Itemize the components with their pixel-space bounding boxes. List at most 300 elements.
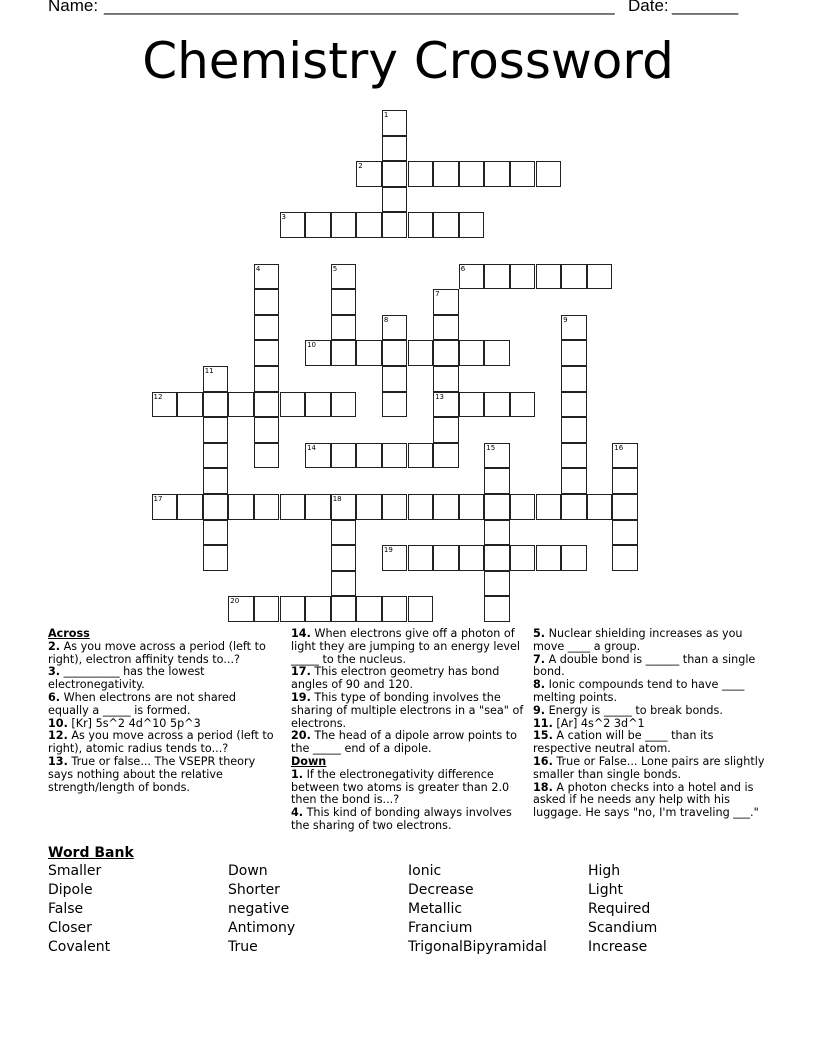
grid-cell[interactable]: [484, 443, 510, 469]
cell-input[interactable]: [383, 597, 407, 621]
cell-input[interactable]: [255, 597, 279, 621]
cell-input[interactable]: [588, 495, 612, 519]
word-bank-item: Metallic: [408, 901, 463, 917]
cell-input[interactable]: [204, 546, 228, 570]
grid-cell[interactable]: [408, 212, 434, 238]
page-title: Chemistry Crossword: [142, 32, 674, 90]
cell-input[interactable]: [204, 418, 228, 442]
grid-cell[interactable]: [612, 545, 638, 571]
cell-input[interactable]: [485, 597, 509, 621]
cell-input[interactable]: [255, 290, 279, 314]
clue-down-4: 4. This kind of bonding always involves the sharing of two electrons.: [291, 806, 512, 832]
cell-input[interactable]: [588, 265, 612, 289]
cell-input[interactable]: [434, 418, 458, 442]
cell-input[interactable]: [537, 162, 561, 186]
grid-cell[interactable]: [433, 315, 459, 341]
grid-cell[interactable]: [484, 161, 510, 187]
cell-input[interactable]: [613, 444, 637, 468]
grid-cell[interactable]: [228, 596, 254, 622]
cell-input[interactable]: [204, 469, 228, 493]
clue-down-7: 7. A double bond is ______ than a single bond.: [533, 652, 756, 679]
cell-input[interactable]: [255, 495, 279, 519]
cell-input[interactable]: [153, 495, 177, 519]
cell-input[interactable]: [562, 367, 586, 391]
clues-column-1: [48, 628, 280, 794]
grid-cell[interactable]: [484, 468, 510, 494]
cell-input[interactable]: [281, 213, 305, 237]
grid-cell[interactable]: [587, 494, 613, 520]
cell-input[interactable]: [485, 495, 509, 519]
grid-cell[interactable]: [203, 520, 229, 546]
cell-input[interactable]: [485, 265, 509, 289]
cell-input[interactable]: [485, 162, 509, 186]
grid-cell[interactable]: [382, 212, 408, 238]
grid-cell[interactable]: [408, 545, 434, 571]
grid-cell[interactable]: [254, 264, 280, 290]
grid-cell[interactable]: [433, 366, 459, 392]
cell-input[interactable]: [332, 290, 356, 314]
grid-cell[interactable]: [484, 545, 510, 571]
grid-cell[interactable]: [510, 392, 536, 418]
cell-input[interactable]: [409, 546, 433, 570]
grid-cell[interactable]: [433, 494, 459, 520]
grid-cell[interactable]: [382, 110, 408, 136]
grid-cell[interactable]: [331, 264, 357, 290]
cell-input[interactable]: [409, 495, 433, 519]
grid-cell[interactable]: [331, 289, 357, 315]
grid-cell[interactable]: [152, 494, 178, 520]
grid-cell[interactable]: [305, 340, 331, 366]
grid-cell[interactable]: [561, 417, 587, 443]
word-bank-item: Covalent: [48, 939, 111, 955]
grid-cell[interactable]: [510, 494, 536, 520]
clue-number: 13: [435, 392, 445, 401]
grid-cell[interactable]: [203, 392, 229, 418]
grid-cell[interactable]: [203, 468, 229, 494]
cell-input[interactable]: [562, 418, 586, 442]
cell-input[interactable]: [229, 597, 253, 621]
grid-cell[interactable]: [280, 212, 306, 238]
grid-cell[interactable]: [382, 494, 408, 520]
grid-cell[interactable]: [536, 161, 562, 187]
cell-input[interactable]: [562, 393, 586, 417]
cell-input[interactable]: [434, 341, 458, 365]
word-bank-item: Increase: [588, 939, 648, 955]
grid-cell[interactable]: [459, 392, 485, 418]
word-bank-item: Required: [588, 901, 651, 917]
cell-input[interactable]: [229, 495, 253, 519]
grid-cell[interactable]: [408, 494, 434, 520]
cell-input[interactable]: [511, 265, 535, 289]
cell-input[interactable]: [383, 495, 407, 519]
clue-down-5: 5. Nuclear shielding increases as you move ____ a group.: [533, 627, 743, 653]
down-heading: Down: [291, 754, 327, 768]
cell-input[interactable]: [332, 213, 356, 237]
cell-input[interactable]: [383, 162, 407, 186]
cell-input[interactable]: [485, 444, 509, 468]
grid-cell[interactable]: [203, 494, 229, 520]
grid-cell[interactable]: [561, 340, 587, 366]
cell-input[interactable]: [332, 341, 356, 365]
grid-cell[interactable]: [254, 366, 280, 392]
grid-cell[interactable]: [356, 596, 382, 622]
clues-column-2: [291, 628, 527, 833]
clue-down-18: 18. A photon checks into a hotel and is asked if he needs any help with his luggage. He says "no, I'm traveling ___.": [533, 780, 759, 820]
grid-cell[interactable]: [203, 443, 229, 469]
cell-input[interactable]: [255, 341, 279, 365]
cell-input[interactable]: [434, 546, 458, 570]
cell-input[interactable]: [613, 495, 637, 519]
grid-cell[interactable]: [254, 417, 280, 443]
word-bank-item: Antimony: [228, 920, 296, 936]
grid-cell[interactable]: [382, 366, 408, 392]
grid-cell[interactable]: [356, 161, 382, 187]
grid-cell[interactable]: [305, 392, 331, 418]
grid-cell[interactable]: [612, 468, 638, 494]
cell-input[interactable]: [357, 444, 381, 468]
grid-cell[interactable]: [152, 392, 178, 418]
grid-cell[interactable]: [305, 212, 331, 238]
grid-cell[interactable]: [331, 520, 357, 546]
cell-input[interactable]: [434, 367, 458, 391]
cell-input[interactable]: [409, 597, 433, 621]
grid-cell[interactable]: [305, 443, 331, 469]
cell-input[interactable]: [613, 546, 637, 570]
cell-input[interactable]: [255, 418, 279, 442]
clue-across-13: 13. True or false... The VSEPR theory says nothing about the relative strength/length of bonds.: [48, 754, 256, 794]
cell-input[interactable]: [460, 265, 484, 289]
clue-across-2: 2. As you move across a period (left to right), electron affinity tends to...?: [48, 639, 266, 666]
cell-input[interactable]: [409, 162, 433, 186]
word-bank-title: Word Bank: [48, 845, 134, 861]
grid-cell[interactable]: [177, 494, 203, 520]
cell-input[interactable]: [537, 265, 561, 289]
grid-cell[interactable]: [331, 340, 357, 366]
cell-input[interactable]: [357, 162, 381, 186]
grid-cell[interactable]: [433, 161, 459, 187]
grid-cell[interactable]: [382, 136, 408, 162]
cell-input[interactable]: [332, 521, 356, 545]
clue-across-14: 14. When electrons give off a photon of light they are jumping to an energy level _____ to the nucleus.: [291, 627, 521, 666]
clue-number: 3: [281, 213, 286, 222]
cell-input[interactable]: [383, 316, 407, 340]
grid-cell[interactable]: [612, 494, 638, 520]
cell-input[interactable]: [357, 597, 381, 621]
clue-number: 11: [204, 367, 214, 375]
cell-input[interactable]: [306, 597, 330, 621]
cell-input[interactable]: [383, 393, 407, 417]
grid-cell[interactable]: [331, 392, 357, 418]
grid-cell[interactable]: [433, 289, 459, 315]
clue-down-9: 9. Energy is _____ to break bonds.: [533, 703, 723, 717]
grid-cell[interactable]: [561, 443, 587, 469]
word-bank-item: True: [228, 939, 258, 955]
cell-input[interactable]: [204, 393, 228, 417]
grid-cell[interactable]: [408, 443, 434, 469]
grid-cell[interactable]: [280, 392, 306, 418]
cell-input[interactable]: [332, 444, 356, 468]
grid-cell[interactable]: [228, 392, 254, 418]
cell-input[interactable]: [460, 393, 484, 417]
cell-input[interactable]: [511, 393, 535, 417]
cell-input[interactable]: [281, 495, 305, 519]
cell-input[interactable]: [485, 341, 509, 365]
grid-cell[interactable]: [484, 596, 510, 622]
cell-input[interactable]: [178, 393, 202, 417]
grid-cell[interactable]: [305, 494, 331, 520]
cell-input[interactable]: [306, 213, 330, 237]
cell-input[interactable]: [562, 341, 586, 365]
grid-cell[interactable]: [433, 340, 459, 366]
grid-cell[interactable]: [459, 545, 485, 571]
grid-cell[interactable]: [561, 366, 587, 392]
cell-input[interactable]: [562, 495, 586, 519]
grid-cell[interactable]: [561, 264, 587, 290]
cell-input[interactable]: [229, 393, 253, 417]
grid-cell[interactable]: [356, 340, 382, 366]
cell-input[interactable]: [332, 393, 356, 417]
grid-cell[interactable]: [561, 315, 587, 341]
cell-input[interactable]: [460, 546, 484, 570]
cell-input[interactable]: [306, 393, 330, 417]
cell-input[interactable]: [537, 546, 561, 570]
cell-input[interactable]: [383, 188, 407, 212]
grid-cell[interactable]: [203, 417, 229, 443]
grid-cell[interactable]: [203, 545, 229, 571]
grid-cell[interactable]: [254, 392, 280, 418]
word-bank-item: Dipole: [48, 882, 93, 898]
clue-down-8: 8. Ionic compounds tend to have ____ melting points.: [533, 678, 745, 704]
cell-input[interactable]: [511, 162, 535, 186]
cell-input[interactable]: [562, 316, 586, 340]
grid-cell[interactable]: [484, 494, 510, 520]
cell-input[interactable]: [460, 495, 484, 519]
clue-across-20: 20. The head of a dipole arrow points to the _____ end of a dipole.: [291, 729, 517, 756]
grid-cell[interactable]: [408, 596, 434, 622]
clue-number: 6: [460, 264, 466, 273]
grid-cell[interactable]: [459, 212, 485, 238]
cell-input[interactable]: [281, 597, 305, 621]
grid-cell[interactable]: [382, 392, 408, 418]
cell-input[interactable]: [332, 597, 356, 621]
clue-number: 10: [307, 341, 317, 350]
grid-cell[interactable]: [510, 545, 536, 571]
grid-cell[interactable]: [382, 187, 408, 213]
grid-cell[interactable]: [459, 340, 485, 366]
cell-input[interactable]: [485, 546, 509, 570]
grid-cell[interactable]: [561, 468, 587, 494]
clue-across-19: 19. This type of bonding involves the sharing of multiple electrons in a "sea" of electrons.: [291, 690, 524, 730]
word-bank-item: Smaller: [48, 863, 102, 879]
grid-cell[interactable]: [280, 596, 306, 622]
grid-cell[interactable]: [331, 212, 357, 238]
cell-input[interactable]: [434, 444, 458, 468]
cell-input[interactable]: [383, 213, 407, 237]
cell-input[interactable]: [357, 213, 381, 237]
grid-cell[interactable]: [331, 315, 357, 341]
cell-input[interactable]: [332, 265, 356, 289]
cell-input[interactable]: [562, 546, 586, 570]
grid-cell[interactable]: [331, 571, 357, 597]
cell-input[interactable]: [434, 213, 458, 237]
cell-input[interactable]: [306, 495, 330, 519]
grid-cell[interactable]: [356, 212, 382, 238]
grid-cell[interactable]: [612, 520, 638, 546]
cell-input[interactable]: [613, 521, 637, 545]
cell-input[interactable]: [613, 469, 637, 493]
cell-input[interactable]: [434, 290, 458, 314]
cell-input[interactable]: [383, 546, 407, 570]
date-label: Date:: [628, 0, 669, 15]
cell-input[interactable]: [255, 393, 279, 417]
cell-input[interactable]: [460, 213, 484, 237]
cell-input[interactable]: [485, 469, 509, 493]
grid-cell[interactable]: [254, 340, 280, 366]
grid-cell[interactable]: [228, 494, 254, 520]
cell-input[interactable]: [383, 111, 407, 135]
grid-cell[interactable]: [484, 392, 510, 418]
grid-cell[interactable]: [356, 494, 382, 520]
grid-cell[interactable]: [484, 520, 510, 546]
grid-cell[interactable]: [433, 443, 459, 469]
grid-cell[interactable]: [382, 340, 408, 366]
grid-cell[interactable]: [459, 161, 485, 187]
cell-input[interactable]: [511, 495, 535, 519]
grid-cell[interactable]: [561, 392, 587, 418]
cell-input[interactable]: [383, 341, 407, 365]
grid-cell[interactable]: [382, 315, 408, 341]
grid-cell[interactable]: [331, 494, 357, 520]
cell-input[interactable]: [562, 469, 586, 493]
grid-cell[interactable]: [510, 264, 536, 290]
clue-down-16: 16. True or False... Lone pairs are slightly smaller than single bonds.: [533, 754, 765, 781]
cell-input[interactable]: [460, 162, 484, 186]
cell-input[interactable]: [178, 495, 202, 519]
cell-input[interactable]: [409, 213, 433, 237]
across-heading: Across: [48, 627, 90, 640]
grid-cell[interactable]: [612, 443, 638, 469]
grid-cell[interactable]: [459, 264, 485, 290]
cell-input[interactable]: [409, 444, 433, 468]
grid-cell[interactable]: [254, 289, 280, 315]
cell-input[interactable]: [153, 393, 177, 417]
grid-cell[interactable]: [484, 340, 510, 366]
grid-cell[interactable]: [305, 596, 331, 622]
grid-cell[interactable]: [254, 443, 280, 469]
word-bank-item: Light: [588, 882, 623, 898]
grid-cell[interactable]: [408, 340, 434, 366]
grid-cell[interactable]: [382, 596, 408, 622]
cell-input[interactable]: [562, 265, 586, 289]
cell-input[interactable]: [383, 444, 407, 468]
cell-input[interactable]: [511, 546, 535, 570]
clue-number: 9: [563, 315, 568, 324]
cell-input[interactable]: [332, 572, 356, 596]
grid-cell[interactable]: [510, 161, 536, 187]
cell-input[interactable]: [460, 341, 484, 365]
cell-input[interactable]: [485, 572, 509, 596]
grid-cell[interactable]: [484, 571, 510, 597]
cell-input[interactable]: [485, 393, 509, 417]
grid-cell[interactable]: [382, 161, 408, 187]
cell-input[interactable]: [204, 521, 228, 545]
clue-number: 4: [255, 264, 261, 273]
cell-input[interactable]: [255, 367, 279, 391]
grid-cell[interactable]: [536, 494, 562, 520]
cell-input[interactable]: [281, 393, 305, 417]
grid-cell[interactable]: [484, 264, 510, 290]
grid-cell[interactable]: [254, 596, 280, 622]
grid-cell[interactable]: [331, 443, 357, 469]
cell-input[interactable]: [383, 137, 407, 161]
clue-number: 18: [332, 495, 342, 503]
word-bank-item: Francium: [408, 920, 473, 936]
cell-input[interactable]: [255, 444, 279, 468]
cell-input[interactable]: [485, 521, 509, 545]
grid-cell[interactable]: [433, 417, 459, 443]
cell-input[interactable]: [434, 162, 458, 186]
grid-cell[interactable]: [356, 443, 382, 469]
name-field[interactable]: ______________________________________________________: [104, 0, 615, 15]
grid-cell[interactable]: [382, 545, 408, 571]
cell-input[interactable]: [434, 316, 458, 340]
grid-cell[interactable]: [382, 443, 408, 469]
grid-cell[interactable]: [536, 264, 562, 290]
grid-cell[interactable]: [254, 315, 280, 341]
cell-input[interactable]: [357, 495, 381, 519]
cell-input[interactable]: [204, 367, 228, 391]
clue-number: 17: [153, 495, 163, 503]
cell-input[interactable]: [255, 316, 279, 340]
cell-input[interactable]: [204, 495, 228, 519]
grid-cell[interactable]: [331, 545, 357, 571]
word-bank-item: False: [48, 901, 84, 917]
grid-cell[interactable]: [203, 366, 229, 392]
date-field[interactable]: _______: [672, 0, 739, 15]
word-bank-item: High: [588, 863, 621, 879]
cell-input[interactable]: [306, 341, 330, 365]
cell-input[interactable]: [562, 444, 586, 468]
cell-input[interactable]: [357, 341, 381, 365]
cell-input[interactable]: [204, 444, 228, 468]
clue-number: 8: [383, 315, 389, 324]
cell-input[interactable]: [434, 393, 458, 417]
grid-cell[interactable]: [433, 212, 459, 238]
cell-input[interactable]: [409, 341, 433, 365]
grid-cell[interactable]: [433, 392, 459, 418]
grid-cell[interactable]: [536, 545, 562, 571]
grid-cell[interactable]: [280, 494, 306, 520]
grid-cell[interactable]: [561, 545, 587, 571]
grid-cell[interactable]: [408, 161, 434, 187]
cell-input[interactable]: [255, 265, 279, 289]
cell-input[interactable]: [332, 495, 356, 519]
cell-input[interactable]: [537, 495, 561, 519]
grid-cell[interactable]: [177, 392, 203, 418]
grid-cell[interactable]: [459, 494, 485, 520]
cell-input[interactable]: [306, 444, 330, 468]
grid-cell[interactable]: [254, 494, 280, 520]
grid-cell[interactable]: [331, 596, 357, 622]
cell-input[interactable]: [332, 546, 356, 570]
cell-input[interactable]: [332, 316, 356, 340]
clue-number: 7: [435, 290, 440, 299]
grid-cell[interactable]: [433, 545, 459, 571]
cell-input[interactable]: [383, 367, 407, 391]
grid-cell[interactable]: [587, 264, 613, 290]
grid-cell[interactable]: [561, 494, 587, 520]
cell-input[interactable]: [434, 495, 458, 519]
